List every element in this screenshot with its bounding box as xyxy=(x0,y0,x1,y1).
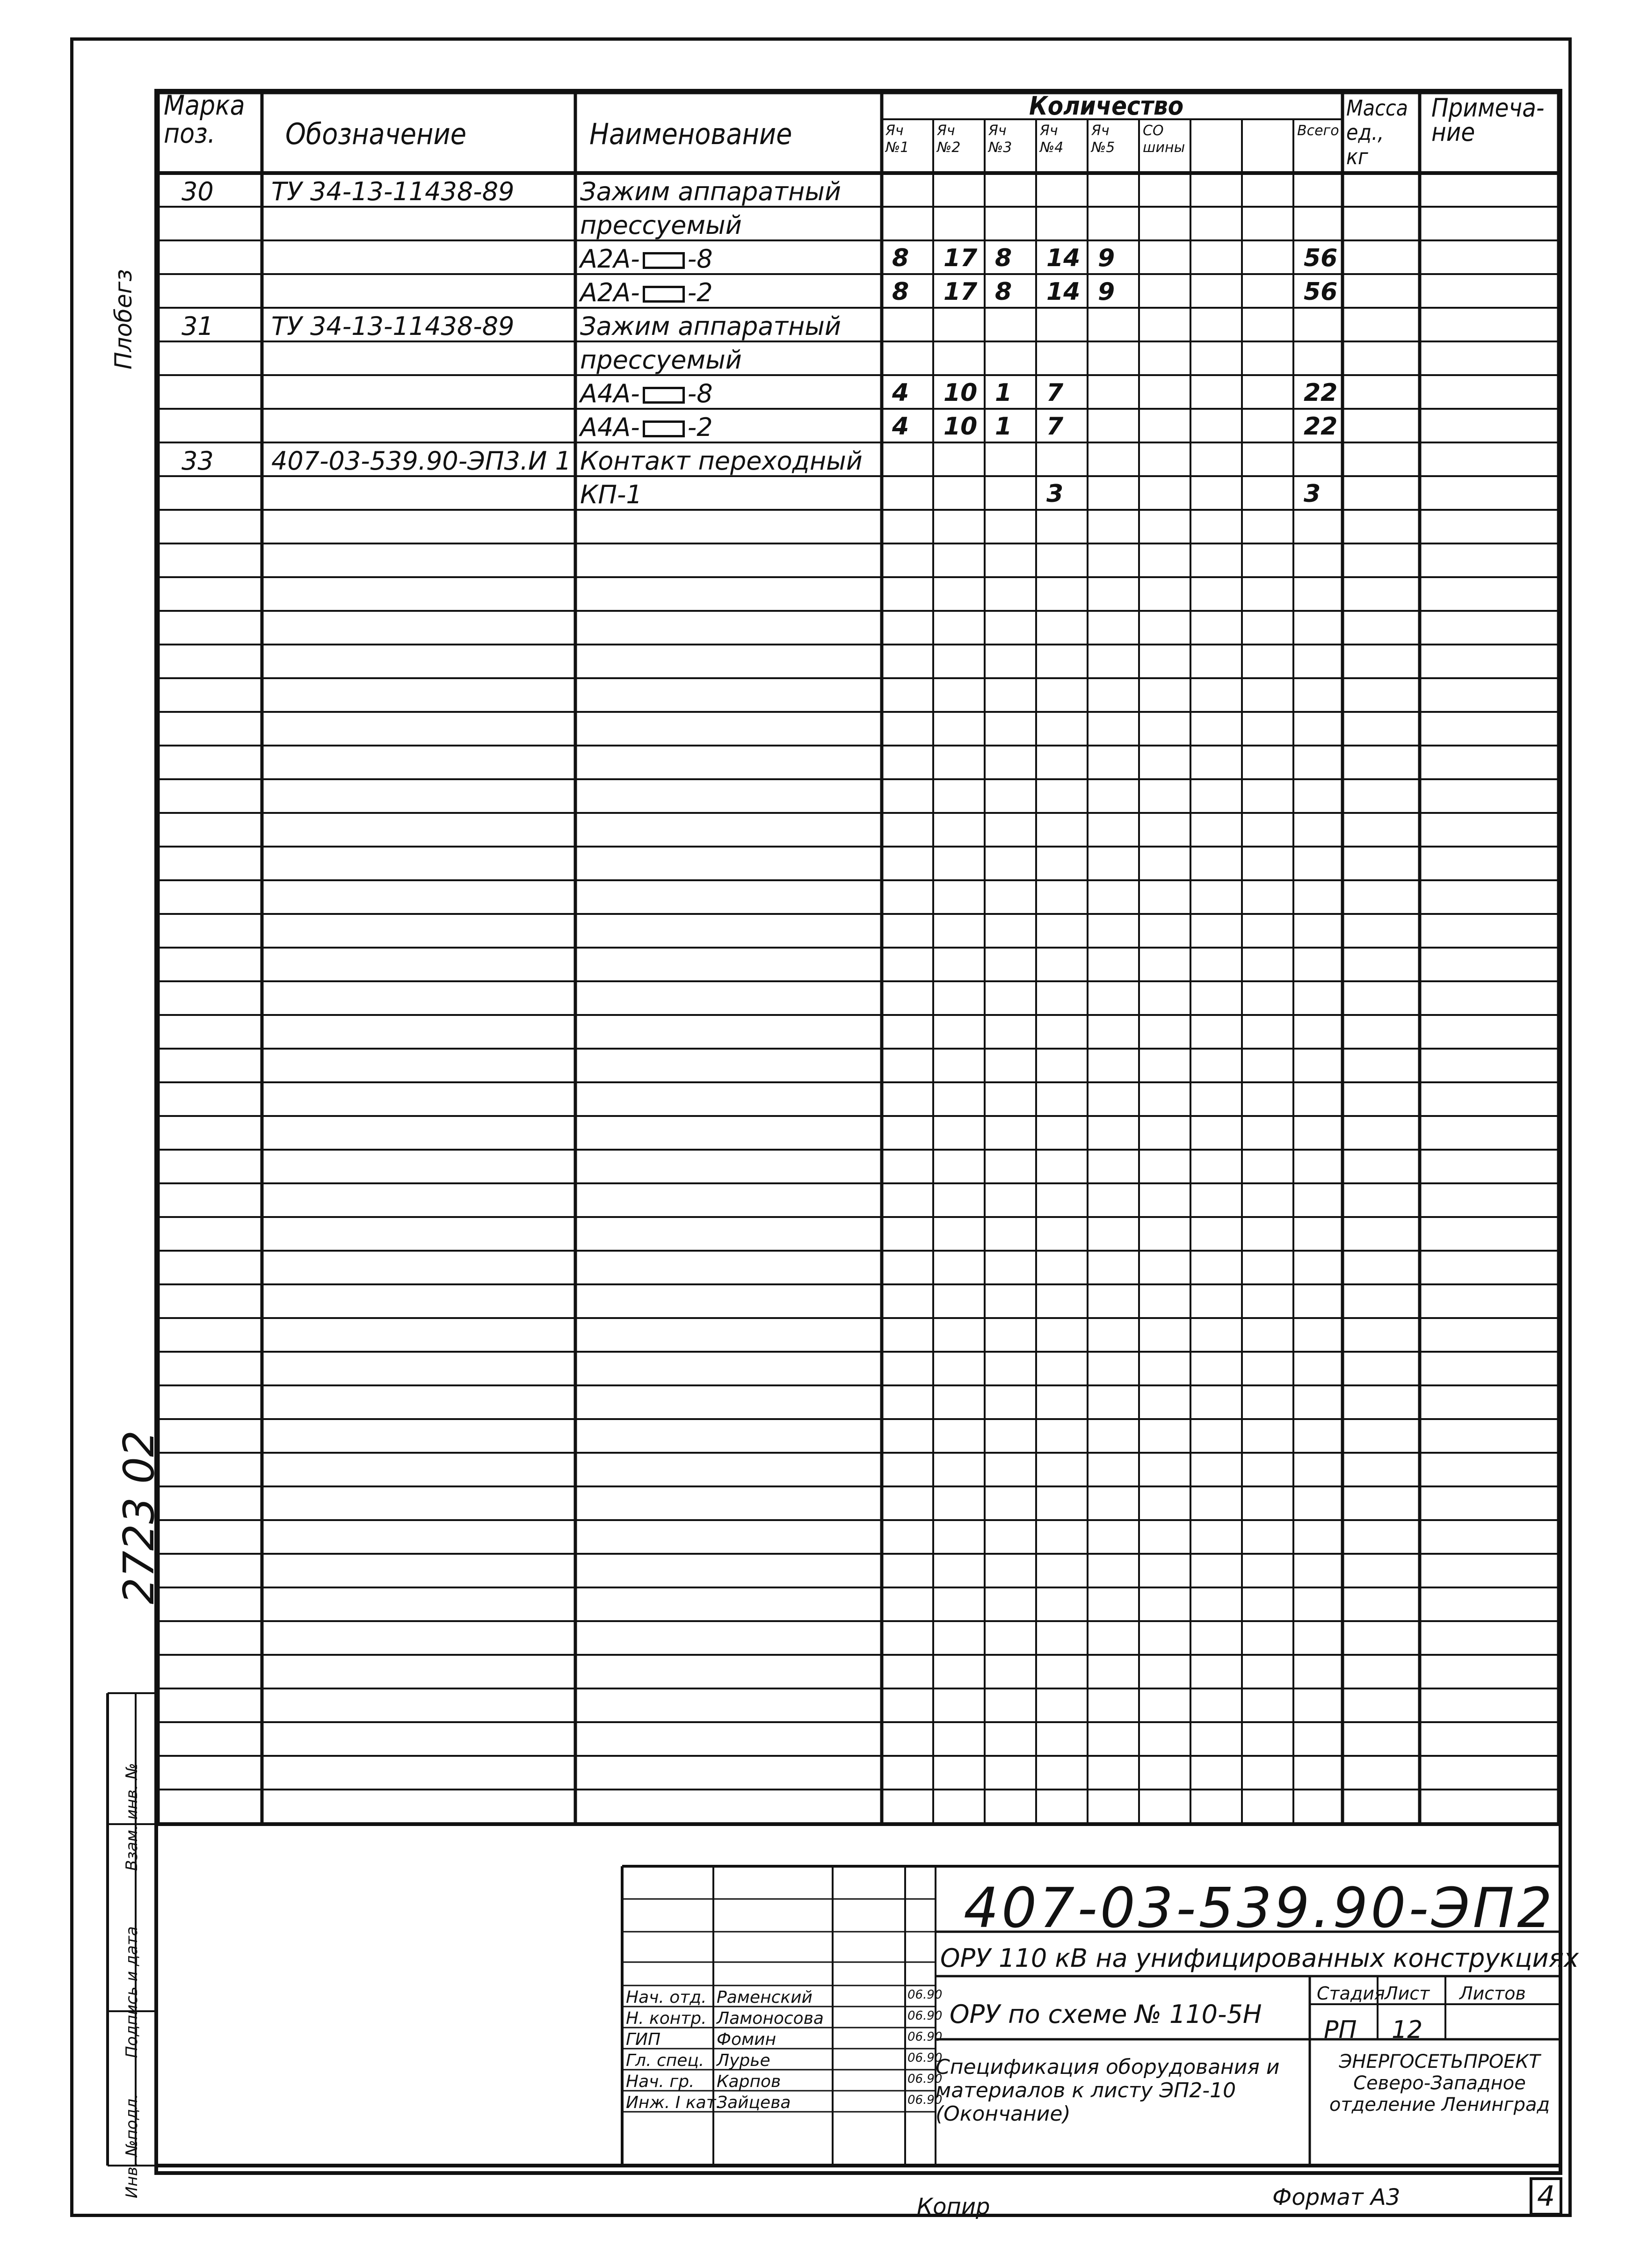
title-doc-code: 407-03-539.90-ЭП2 xyxy=(964,1876,1555,1940)
signer-name: Фомин xyxy=(717,2030,776,2049)
signer-date: 06.90 xyxy=(907,1988,943,2002)
signer-role: ГИП xyxy=(626,2030,661,2049)
signer-role: Инж. I кат. xyxy=(626,2093,722,2112)
row-quantity: 9 xyxy=(1098,244,1115,272)
row-name: Зажим аппаратный xyxy=(580,312,842,341)
signer-role: Нач. отд. xyxy=(626,1988,707,2007)
row-quantity: 8 xyxy=(995,278,1012,306)
row-quantity: 3 xyxy=(1304,480,1321,508)
row-name: прессуемый xyxy=(580,345,742,375)
name-suffix: -8 xyxy=(687,379,713,408)
row-name: Контакт переходный xyxy=(580,446,863,476)
row-quantity: 22 xyxy=(1304,413,1338,441)
row-position: 31 xyxy=(181,312,214,341)
row-name: Зажим аппаратный xyxy=(580,177,842,206)
side-inv-number: 2723 02 xyxy=(115,1430,164,1604)
footer-page-number: 4 xyxy=(1530,2177,1562,2216)
blank-box xyxy=(643,252,685,269)
row-quantity: 7 xyxy=(1046,379,1064,407)
title-organization: ЭНЕРГОСЕТЬПРОЕКТ Северо-Западное отделение Ленинград xyxy=(1329,2051,1550,2116)
name-suffix: -2 xyxy=(687,413,713,442)
row-quantity: 56 xyxy=(1304,278,1338,306)
row-designation: ТУ 34-13-11438-89 xyxy=(271,312,515,341)
signer-role: Нач. гр. xyxy=(626,2072,695,2091)
row-quantity: 17 xyxy=(943,278,978,306)
row-position: 33 xyxy=(181,446,214,476)
row-quantity: 10 xyxy=(943,413,978,441)
title-stage-label: Стадия xyxy=(1317,1983,1385,2004)
row-position: 30 xyxy=(181,177,214,206)
row-quantity: 22 xyxy=(1304,379,1338,407)
row-name: КП-1 xyxy=(580,480,642,509)
name-suffix: -2 xyxy=(687,278,713,307)
qty-col-header: Всего xyxy=(1297,123,1339,139)
signer-role: Гл. спец. xyxy=(626,2051,704,2070)
qty-col-header: Яч №5 xyxy=(1091,123,1115,156)
header-note: Примеча- ние xyxy=(1431,93,1545,147)
row-quantity: 8 xyxy=(892,278,909,306)
row-quantity: 14 xyxy=(1046,278,1081,306)
row-quantity: 9 xyxy=(1098,278,1115,306)
blank-box xyxy=(643,387,685,404)
name-prefix: А2А- xyxy=(580,278,640,307)
blank-box xyxy=(643,420,685,437)
row-quantity: 14 xyxy=(1046,244,1081,272)
row-quantity: 8 xyxy=(892,244,909,272)
footer-format: Формат А3 xyxy=(1272,2184,1401,2210)
title-sheet-label: Лист xyxy=(1385,1983,1430,2004)
title-object: ОРУ по схеме № 110-5Н xyxy=(950,2000,1262,2029)
signer-date: 06.90 xyxy=(907,2093,943,2107)
row-quantity: 8 xyxy=(995,244,1012,272)
row-designation: 407-03-539.90-ЭП3.И 1 xyxy=(271,446,571,476)
signer-name: Лурье xyxy=(717,2051,770,2070)
signer-name: Зайцева xyxy=(717,2093,791,2112)
name-prefix: А4А- xyxy=(580,379,640,408)
row-name xyxy=(580,379,713,408)
qty-col-header: Яч №3 xyxy=(988,123,1012,156)
header-quantity: Количество xyxy=(1029,91,1184,121)
signer-role: Н. контр. xyxy=(626,2009,707,2028)
row-quantity: 56 xyxy=(1304,244,1338,272)
row-name xyxy=(580,413,713,442)
side-label-top: Плобегз xyxy=(110,269,137,370)
row-name xyxy=(580,244,713,274)
blank-box xyxy=(643,286,685,303)
side-col-sign: Подпись и дата xyxy=(123,1926,141,2058)
header-mass: Масса ед., кг xyxy=(1346,95,1408,169)
title-project: ОРУ 110 кВ на унифицированных конструкциях xyxy=(940,1943,1579,1973)
qty-col-header: Яч №2 xyxy=(937,123,961,156)
signer-name: Ламоносова xyxy=(717,2009,824,2028)
qty-col-header: СО шины xyxy=(1143,123,1185,156)
row-quantity: 7 xyxy=(1046,413,1064,441)
signer-date: 06.90 xyxy=(907,2030,943,2044)
row-name: прессуемый xyxy=(580,210,742,240)
signer-name: Карпов xyxy=(717,2072,781,2091)
title-sheet-title: Спецификация оборудования и материалов к листу ЭП2-10 (Окончание) xyxy=(936,2055,1280,2126)
header-designation: Обозначение xyxy=(285,117,467,151)
row-name xyxy=(580,278,713,307)
signer-date: 06.90 xyxy=(907,2051,943,2065)
title-sheets-label: Листов xyxy=(1459,1983,1526,2004)
header-name: Наименование xyxy=(589,117,792,151)
side-col-inv: Инв. №подл. xyxy=(123,2094,141,2198)
header-pos: Марка поз. xyxy=(164,89,245,149)
row-quantity: 4 xyxy=(892,379,909,407)
name-prefix: А4А- xyxy=(580,413,640,442)
row-quantity: 4 xyxy=(892,413,909,441)
signer-date: 06.90 xyxy=(907,2009,943,2023)
name-prefix: А2А- xyxy=(580,244,640,274)
name-suffix: -8 xyxy=(687,244,713,274)
signer-date: 06.90 xyxy=(907,2072,943,2086)
row-quantity: 10 xyxy=(943,379,978,407)
row-quantity: 17 xyxy=(943,244,978,272)
row-quantity: 3 xyxy=(1046,480,1064,508)
qty-col-header: Яч №4 xyxy=(1040,123,1064,156)
title-stage: РП xyxy=(1324,2016,1357,2044)
side-col-replace: Взам. инв. № xyxy=(123,1763,141,1871)
row-quantity: 1 xyxy=(995,413,1012,441)
row-quantity: 1 xyxy=(995,379,1012,407)
qty-col-header: Яч №1 xyxy=(885,123,909,156)
footer-copied: Копир xyxy=(917,2194,990,2220)
title-sheet-number: 12 xyxy=(1392,2016,1423,2044)
signer-name: Раменский xyxy=(717,1988,813,2007)
row-designation: ТУ 34-13-11438-89 xyxy=(271,177,515,206)
